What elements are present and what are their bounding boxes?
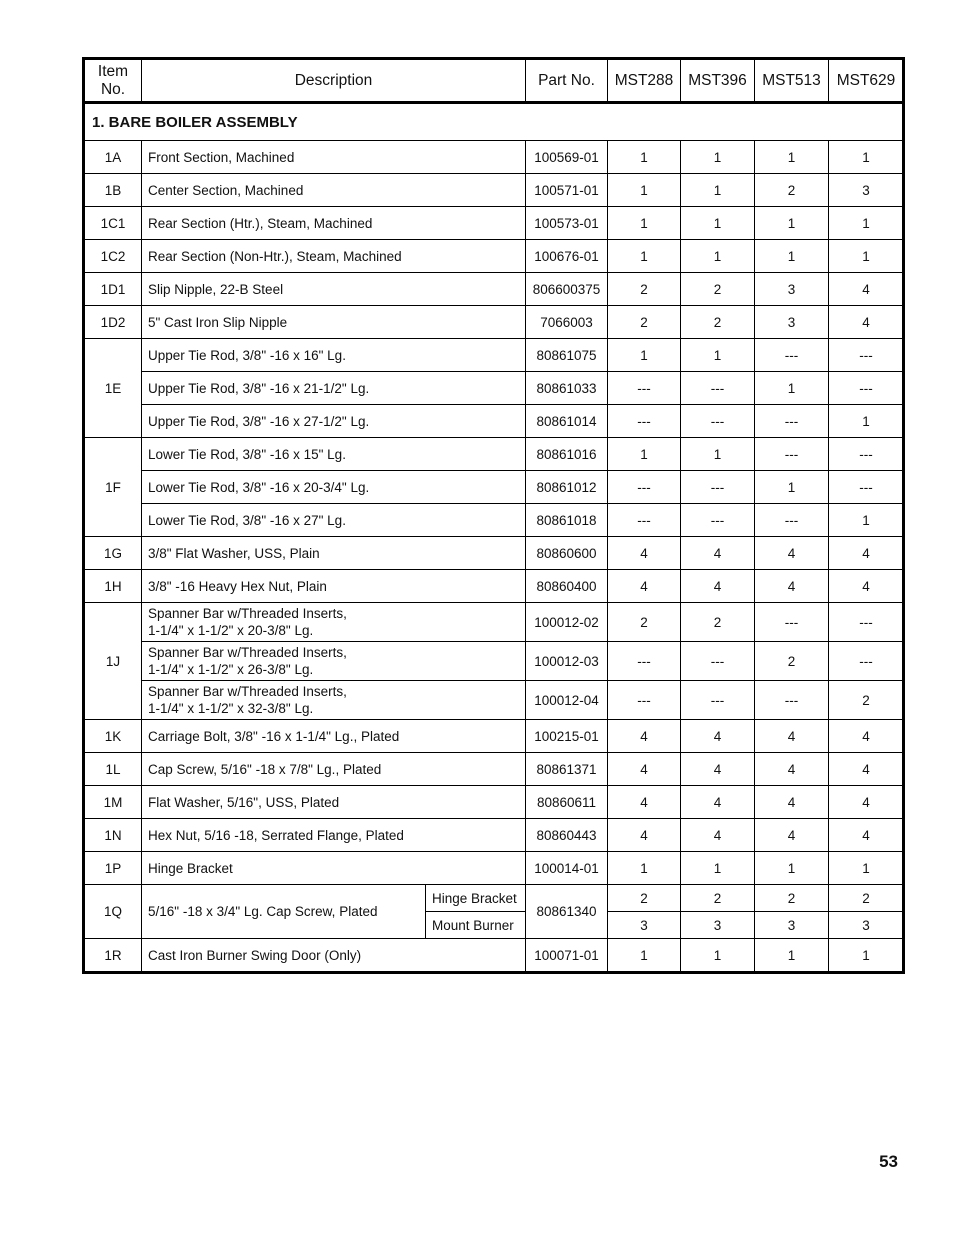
table-row: [84, 753, 904, 786]
qty-mst396: ---: [681, 405, 755, 438]
qty-mst629: 4: [829, 786, 904, 819]
table-row: [84, 504, 904, 537]
qty-mst513: 1: [755, 939, 829, 973]
qty-mst396: 4: [681, 753, 755, 786]
description: Carriage Bolt, 3/8" -16 x 1-1/4" Lg., Plated: [142, 720, 526, 753]
part-no: 7066003: [526, 306, 608, 339]
description: Center Section, Machined: [142, 174, 526, 207]
qty-mst513: 1: [755, 372, 829, 405]
table-row: [84, 372, 904, 405]
qty-mst629: 4: [829, 273, 904, 306]
description: Flat Washer, 5/16", USS, Plated: [142, 786, 526, 819]
qty-mst629: ---: [829, 471, 904, 504]
qty-mst288: 2: [608, 273, 681, 306]
qty-mst396: 1: [681, 939, 755, 973]
qty-mst629: 3: [829, 174, 904, 207]
qty-mst396: 1: [681, 141, 755, 174]
description: 5/16" -18 x 3/4" Lg. Cap Screw, Plated: [142, 885, 426, 939]
description: Rear Section (Htr.), Steam, Machined: [142, 207, 526, 240]
qty-mst288: ---: [608, 372, 681, 405]
qty-mst629: 4: [829, 819, 904, 852]
description: Slip Nipple, 22-B Steel: [142, 273, 526, 306]
part-no: 80861340: [526, 885, 608, 939]
qty-mst513: 3: [755, 273, 829, 306]
part-no: 100571-01: [526, 174, 608, 207]
description: Lower Tie Rod, 3/8" -16 x 27" Lg.: [142, 504, 526, 537]
section-row: [84, 103, 904, 141]
qty-mst396: 2: [681, 306, 755, 339]
qty-mst629: 1: [829, 405, 904, 438]
qty-mst513: 4: [755, 570, 829, 603]
qty-mst396: 3: [681, 912, 755, 939]
table-row: [84, 240, 904, 273]
qty-mst513: 1: [755, 471, 829, 504]
item-no: 1K: [84, 720, 142, 753]
table-row: [84, 642, 904, 681]
table-row: [84, 141, 904, 174]
qty-mst513: ---: [755, 438, 829, 471]
part-no: 80861018: [526, 504, 608, 537]
qty-mst288: 1: [608, 438, 681, 471]
header-mst288: MST288: [608, 59, 681, 103]
qty-mst396: ---: [681, 504, 755, 537]
qty-mst629: ---: [829, 603, 904, 642]
table-row: [84, 438, 904, 471]
description: Hinge Bracket: [142, 852, 526, 885]
description: Lower Tie Rod, 3/8" -16 x 20-3/4" Lg.: [142, 471, 526, 504]
qty-mst288: ---: [608, 681, 681, 720]
part-no: 100014-01: [526, 852, 608, 885]
header-mst629: MST629: [829, 59, 904, 103]
header-part-no: Part No.: [526, 59, 608, 103]
qty-mst288: 2: [608, 603, 681, 642]
table-row: [84, 405, 904, 438]
qty-mst629: 4: [829, 306, 904, 339]
item-no: 1A: [84, 141, 142, 174]
item-no: 1L: [84, 753, 142, 786]
qty-mst513: ---: [755, 681, 829, 720]
description: Spanner Bar w/Threaded Inserts, 1-1/4" x 1-1/2" x 20-3/8" Lg.: [142, 603, 526, 642]
sub-label-hinge-bracket: Hinge Bracket: [426, 885, 526, 912]
qty-mst629: 4: [829, 570, 904, 603]
page-number: 53: [879, 1152, 898, 1171]
part-no: 80861371: [526, 753, 608, 786]
qty-mst513: 3: [755, 912, 829, 939]
description: 3/8" -16 Heavy Hex Nut, Plain: [142, 570, 526, 603]
qty-mst396: 1: [681, 852, 755, 885]
part-no: 100012-04: [526, 681, 608, 720]
qty-mst288: 1: [608, 939, 681, 973]
part-no: 80860443: [526, 819, 608, 852]
qty-mst396: ---: [681, 681, 755, 720]
qty-mst629: 1: [829, 939, 904, 973]
table-row: [84, 339, 904, 372]
description: Hex Nut, 5/16 -18, Serrated Flange, Plated: [142, 819, 526, 852]
qty-mst396: 4: [681, 819, 755, 852]
part-no: 80861016: [526, 438, 608, 471]
part-no: 806600375: [526, 273, 608, 306]
qty-mst513: 1: [755, 207, 829, 240]
qty-mst396: ---: [681, 471, 755, 504]
qty-mst288: 4: [608, 537, 681, 570]
qty-mst629: 1: [829, 141, 904, 174]
qty-mst288: 1: [608, 141, 681, 174]
qty-mst396: 1: [681, 174, 755, 207]
qty-mst288: 1: [608, 207, 681, 240]
qty-mst513: 2: [755, 642, 829, 681]
description: Upper Tie Rod, 3/8" -16 x 27-1/2" Lg.: [142, 405, 526, 438]
table-row: [84, 939, 904, 973]
qty-mst288: 1: [608, 174, 681, 207]
qty-mst513: 2: [755, 885, 829, 912]
qty-mst396: 4: [681, 786, 755, 819]
qty-mst513: ---: [755, 504, 829, 537]
table-row: [84, 786, 904, 819]
item-no: 1B: [84, 174, 142, 207]
description: Upper Tie Rod, 3/8" -16 x 16" Lg.: [142, 339, 526, 372]
description: Cast Iron Burner Swing Door (Only): [142, 939, 526, 973]
item-no: 1P: [84, 852, 142, 885]
item-no: 1C2: [84, 240, 142, 273]
item-no: 1F: [84, 438, 142, 537]
part-no: 100569-01: [526, 141, 608, 174]
qty-mst288: 4: [608, 570, 681, 603]
description: Spanner Bar w/Threaded Inserts, 1-1/4" x 1-1/2" x 26-3/8" Lg.: [142, 642, 526, 681]
qty-mst288: ---: [608, 405, 681, 438]
qty-mst288: 4: [608, 720, 681, 753]
qty-mst396: 1: [681, 339, 755, 372]
table-row: [84, 207, 904, 240]
qty-mst513: 1: [755, 240, 829, 273]
table-row: [84, 537, 904, 570]
header-row: [84, 59, 904, 103]
qty-mst629: 2: [829, 885, 904, 912]
qty-mst396: 1: [681, 438, 755, 471]
part-no: 100215-01: [526, 720, 608, 753]
qty-mst629: ---: [829, 372, 904, 405]
table-row: [84, 471, 904, 504]
qty-mst629: 1: [829, 504, 904, 537]
qty-mst288: 4: [608, 819, 681, 852]
qty-mst396: 1: [681, 207, 755, 240]
qty-mst513: ---: [755, 405, 829, 438]
qty-mst288: 4: [608, 786, 681, 819]
description: Upper Tie Rod, 3/8" -16 x 21-1/2" Lg.: [142, 372, 526, 405]
part-no: 100012-03: [526, 642, 608, 681]
sub-label-mount-burner: Mount Burner: [426, 912, 526, 939]
item-no: 1C1: [84, 207, 142, 240]
qty-mst396: 2: [681, 603, 755, 642]
qty-mst513: ---: [755, 339, 829, 372]
qty-mst288: 3: [608, 912, 681, 939]
qty-mst629: 1: [829, 852, 904, 885]
qty-mst629: 4: [829, 753, 904, 786]
table-row: [84, 570, 904, 603]
qty-mst513: 3: [755, 306, 829, 339]
part-no: 100071-01: [526, 939, 608, 973]
part-no: 80861075: [526, 339, 608, 372]
qty-mst396: 4: [681, 537, 755, 570]
qty-mst629: 1: [829, 240, 904, 273]
description: 3/8" Flat Washer, USS, Plain: [142, 537, 526, 570]
qty-mst396: 2: [681, 273, 755, 306]
qty-mst396: ---: [681, 372, 755, 405]
description: Rear Section (Non-Htr.), Steam, Machined: [142, 240, 526, 273]
item-no: 1E: [84, 339, 142, 438]
qty-mst288: 1: [608, 240, 681, 273]
table-row: [84, 306, 904, 339]
table-row: [84, 819, 904, 852]
qty-mst288: ---: [608, 504, 681, 537]
table-row: [84, 174, 904, 207]
part-no: 80861014: [526, 405, 608, 438]
item-no: 1H: [84, 570, 142, 603]
item-no: 1N: [84, 819, 142, 852]
header-description: Description: [142, 59, 526, 103]
qty-mst288: ---: [608, 471, 681, 504]
qty-mst629: 1: [829, 207, 904, 240]
qty-mst629: 4: [829, 537, 904, 570]
item-no: 1R: [84, 939, 142, 973]
table-row: [84, 720, 904, 753]
item-no: 1G: [84, 537, 142, 570]
qty-mst288: ---: [608, 642, 681, 681]
header-mst396: MST396: [681, 59, 755, 103]
qty-mst288: 2: [608, 885, 681, 912]
qty-mst396: 1: [681, 240, 755, 273]
table-row: [84, 273, 904, 306]
part-no: 80860611: [526, 786, 608, 819]
qty-mst513: 1: [755, 852, 829, 885]
part-no: 100012-02: [526, 603, 608, 642]
qty-mst396: 2: [681, 885, 755, 912]
part-no: 80860600: [526, 537, 608, 570]
description: Lower Tie Rod, 3/8" -16 x 15" Lg.: [142, 438, 526, 471]
qty-mst629: ---: [829, 438, 904, 471]
qty-mst513: ---: [755, 603, 829, 642]
item-no: 1M: [84, 786, 142, 819]
header-item-no: Item No.: [84, 59, 142, 103]
table-row: [84, 603, 904, 642]
qty-mst396: 4: [681, 720, 755, 753]
qty-mst629: 4: [829, 720, 904, 753]
qty-mst629: 2: [829, 681, 904, 720]
item-no: 1Q: [84, 885, 142, 939]
qty-mst629: ---: [829, 339, 904, 372]
qty-mst629: ---: [829, 642, 904, 681]
part-no: 80861012: [526, 471, 608, 504]
part-no: 100676-01: [526, 240, 608, 273]
qty-mst288: 4: [608, 753, 681, 786]
qty-mst513: 4: [755, 720, 829, 753]
description: Cap Screw, 5/16" -18 x 7/8" Lg., Plated: [142, 753, 526, 786]
qty-mst513: 2: [755, 174, 829, 207]
part-no: 80860400: [526, 570, 608, 603]
qty-mst513: 1: [755, 141, 829, 174]
qty-mst513: 4: [755, 537, 829, 570]
description: Front Section, Machined: [142, 141, 526, 174]
description: 5" Cast Iron Slip Nipple: [142, 306, 526, 339]
header-mst513: MST513: [755, 59, 829, 103]
description: Spanner Bar w/Threaded Inserts, 1-1/4" x 1-1/2" x 32-3/8" Lg.: [142, 681, 526, 720]
qty-mst513: 4: [755, 753, 829, 786]
qty-mst288: 2: [608, 306, 681, 339]
item-no: 1D1: [84, 273, 142, 306]
qty-mst629: 3: [829, 912, 904, 939]
part-no: 80861033: [526, 372, 608, 405]
section-title: 1. BARE BOILER ASSEMBLY: [84, 103, 904, 141]
table-row: [84, 681, 904, 720]
item-no: 1D2: [84, 306, 142, 339]
part-no: 100573-01: [526, 207, 608, 240]
item-no: 1J: [84, 603, 142, 720]
qty-mst396: ---: [681, 642, 755, 681]
qty-mst513: 4: [755, 786, 829, 819]
qty-mst396: 4: [681, 570, 755, 603]
parts-table: [82, 57, 905, 974]
qty-mst288: 1: [608, 852, 681, 885]
table-row: [84, 885, 904, 912]
qty-mst513: 4: [755, 819, 829, 852]
qty-mst288: 1: [608, 339, 681, 372]
table-row: [84, 852, 904, 885]
